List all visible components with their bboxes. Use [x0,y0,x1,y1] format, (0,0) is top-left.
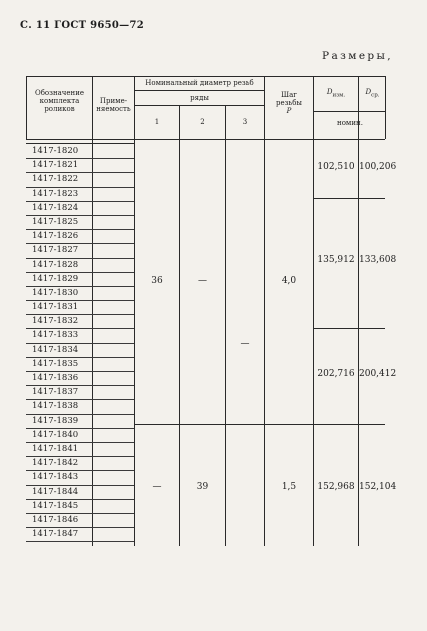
applicability-column [92,145,134,542]
row-1-header: 1 [154,118,160,126]
unit-header: номин. [337,119,363,127]
rows-header: ряды [190,94,209,102]
applicability-cell [92,287,134,301]
group2-pitch-value: 1,5 [281,482,297,492]
table-row: 1417-1827 [26,244,92,258]
applicability-cell [92,358,134,372]
table-row: 1417-1830 [26,287,92,301]
applicability-cell [92,173,134,187]
applicability-cell [92,528,134,542]
table-row: 1417-1831 [26,301,92,315]
applicability-cell [92,415,134,429]
applicability-cell [92,159,134,173]
applicability-cell [92,273,134,287]
group1-row1-value: 36 [151,276,163,286]
table-row: 1417-1845 [26,500,92,514]
group1-d-izm-1: 102,510 [317,162,355,172]
table-row: 1417-1820 [26,145,92,159]
group1-d-izm-3: 202,716 [317,369,355,379]
applicability-cell [92,400,134,414]
applicability-cell [92,145,134,159]
group2-d-izm: 152,968 [317,482,355,492]
designation-header: Обозначение комплекта роликов [34,89,85,113]
applicability-cell [92,486,134,500]
row-3-header: 3 [242,118,248,126]
table-row: 1417-1839 [26,415,92,429]
row-2-header: 2 [200,118,205,126]
applicability-cell [92,259,134,273]
table-row: 1417-1828 [26,259,92,273]
applicability-cell [92,514,134,528]
table-row: 1417-1821 [26,159,92,173]
table-row: 1417-1844 [26,486,92,500]
applicability-header: Приме- няемость [96,97,131,113]
applicability-cell [92,329,134,343]
table-row: 1417-1825 [26,216,92,230]
applicability-cell [92,216,134,230]
table-row: 1417-1837 [26,386,92,400]
table-row: 1417-1841 [26,443,92,457]
applicability-cell [92,386,134,400]
table-row: 1417-1847 [26,528,92,542]
table-row: 1417-1842 [26,457,92,471]
group2-d-sr: 152,104 [359,482,397,492]
table-row: 1417-1834 [26,344,92,358]
document-header: С. 11 ГОСТ 9650—72 [20,20,144,31]
table-row: 1417-1840 [26,429,92,443]
applicability-cell [92,188,134,202]
group1-d-izm-2: 135,912 [317,255,355,265]
applicability-cell [92,372,134,386]
table-row: 1417-1838 [26,400,92,414]
table-row: 1417-1824 [26,202,92,216]
table-row: 1417-1822 [26,173,92,187]
table-row: 1417-1835 [26,358,92,372]
designation-column [26,145,92,542]
table-row: 1417-1832 [26,315,92,329]
applicability-cell [92,344,134,358]
table-row: 1417-1833 [26,329,92,343]
table-row: 1417-1846 [26,514,92,528]
applicability-cell [92,202,134,216]
applicability-cell [92,301,134,315]
d-izm-header: $D_{изм.}$ [326,88,346,99]
applicability-cell [92,443,134,457]
group1-pitch-value: 4,0 [281,276,297,286]
applicability-cell [92,315,134,329]
table-row: 1417-1843 [26,471,92,485]
applicability-cell [92,429,134,443]
pitch-header: Шаг резьбы P [275,91,303,115]
group2-row2-value: 39 [196,482,209,492]
table-row: 1417-1826 [26,230,92,244]
group1-d-sr-2: 133,608 [359,255,397,265]
sizes-title: Размеры, [322,50,394,62]
group1-row3-value: — [240,339,250,349]
table-row: 1417-1823 [26,188,92,202]
group1-d-sr-3: 200,412 [359,369,397,379]
table-row: 1417-1829 [26,273,92,287]
applicability-cell [92,500,134,514]
applicability-cell [92,230,134,244]
group2-row1-value: — [152,482,162,492]
d-sr-header: $D_{ср.}$ [365,88,380,99]
group1-d-sr-1: 100,206 [359,162,397,172]
table-row: 1417-1836 [26,372,92,386]
nominal-diameter-header: Номинальный диаметр резьб [145,79,254,87]
applicability-cell [92,244,134,258]
group1-row2-value: — [198,276,207,286]
applicability-cell [92,457,134,471]
applicability-cell [92,471,134,485]
